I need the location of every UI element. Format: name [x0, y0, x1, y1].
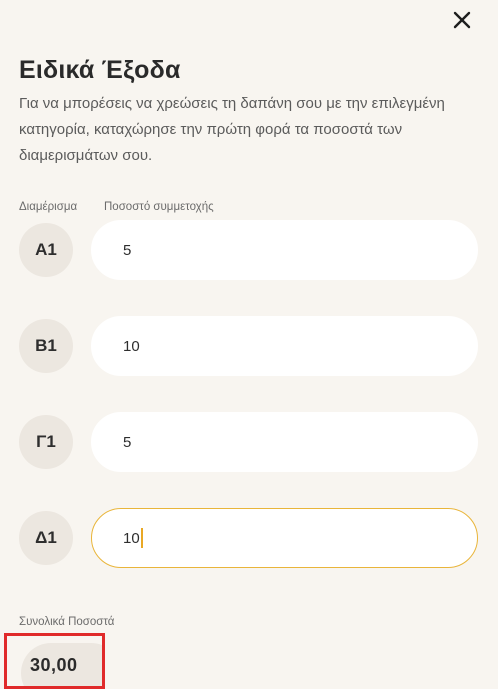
column-header-apartment: Διαμέρισμα: [19, 201, 78, 213]
apartment-row: [0, 220, 498, 280]
total-value: 30,00: [30, 655, 78, 675]
percentage-value: 10: [123, 337, 140, 355]
text-caret: [141, 528, 143, 548]
close-icon: [453, 11, 471, 29]
percentage-value: 5: [123, 241, 132, 259]
dialog-description: Για να μπορέσεις να χρεώσεις τη δαπάνη σου με την επιλεγμένη κατηγορία, καταχώρησε την πρώτη φορά τα ποσοστά των διαμερισμάτων σου.: [19, 95, 445, 164]
percentage-input[interactable]: [91, 316, 478, 376]
apartment-label: Α1: [19, 223, 73, 277]
apartment-row: [0, 508, 498, 568]
percentage-value: 5: [123, 433, 132, 451]
column-header-percentage: Ποσοστό συμμετοχής: [104, 201, 214, 213]
close-button[interactable]: [450, 8, 474, 32]
percentage-value: 10: [123, 529, 140, 547]
apartment-label: Γ1: [19, 415, 73, 469]
dialog-title: Ειδικά Έξοδα: [19, 56, 181, 84]
apartment-row: [0, 316, 498, 376]
percentage-input-focused[interactable]: [91, 508, 478, 568]
percentage-input[interactable]: [91, 220, 478, 280]
apartment-label: Β1: [19, 319, 73, 373]
apartment-row: [0, 412, 498, 472]
total-label: Συνολικά Ποσοστά: [19, 616, 115, 628]
percentage-input[interactable]: [91, 412, 478, 472]
apartment-label: Δ1: [19, 511, 73, 565]
